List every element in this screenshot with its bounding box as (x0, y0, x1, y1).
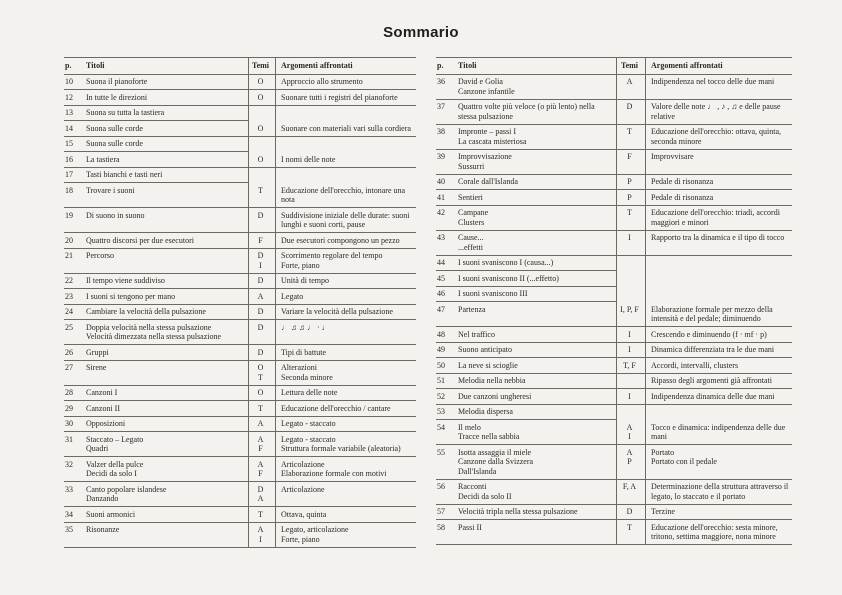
title-cell: Cambiare la velocità della pulsazione (86, 305, 248, 321)
page-number-cell: 13 (64, 106, 86, 122)
table-row (64, 249, 416, 274)
page-number-cell: 46 (436, 287, 458, 303)
title-cell: David e Golia Canzone infantile (458, 75, 616, 100)
table-header (436, 57, 792, 75)
theme-cell: O (248, 121, 276, 137)
page-number-cell: 33 (64, 482, 86, 507)
theme-cell (248, 106, 276, 122)
title-cell: Trovare i suoni (86, 183, 248, 208)
topic-cell (276, 168, 416, 184)
theme-cell: I, P, F (616, 302, 646, 327)
page-number-cell: 39 (436, 150, 458, 175)
toc-tables (0, 57, 842, 548)
topic-cell: Indipendenza nel tocco delle due mani (646, 75, 792, 100)
title-cell: Di suono in suono (86, 208, 248, 233)
theme-cell (248, 168, 276, 184)
page-number-cell: 28 (64, 386, 86, 402)
title-cell: Racconti Decidi da solo II (458, 480, 616, 505)
toc-table-left (64, 57, 416, 548)
theme-cell: O T (248, 361, 276, 386)
page-number-cell: 36 (436, 75, 458, 100)
title-cell: Passi II (458, 520, 616, 545)
page-number-cell: 52 (436, 389, 458, 405)
page-number-cell: 50 (436, 358, 458, 374)
table-row (64, 152, 416, 168)
page-number-cell: 35 (64, 523, 86, 548)
topic-cell: Variare la velocità della pulsazione (276, 305, 416, 321)
topic-cell: Educazione dell'orecchio: triadi, accordi maggiori e minori (646, 206, 792, 231)
table-row (64, 183, 416, 208)
table-row (64, 523, 416, 548)
table-row (436, 190, 792, 206)
topic-cell: Legato - staccato Struttura formale variabile (aleatoria) (276, 432, 416, 457)
theme-cell (616, 256, 646, 272)
theme-cell: T (248, 183, 276, 208)
table-row (436, 327, 792, 343)
theme-cell: P (616, 175, 646, 191)
page-number-cell: 41 (436, 190, 458, 206)
title-cell: Suona su tutta la tastiera (86, 106, 248, 122)
topic-cell: Improvvisare (646, 150, 792, 175)
page-number-cell: 29 (64, 401, 86, 417)
theme-cell (616, 271, 646, 287)
header-titles: Titoli (86, 57, 248, 75)
theme-cell: D A (248, 482, 276, 507)
topic-cell: Legato - staccato (276, 417, 416, 433)
theme-cell: A (616, 75, 646, 100)
topic-cell: Lettura delle note (276, 386, 416, 402)
page-number-cell: 48 (436, 327, 458, 343)
title-cell: Percorso (86, 249, 248, 274)
topic-cell (646, 405, 792, 421)
table-row (436, 75, 792, 100)
topic-cell: Rapporto tra la dinamica e il tipo di tocco (646, 231, 792, 256)
table-row (64, 482, 416, 507)
theme-cell: D (248, 208, 276, 233)
topic-cell: Suonare con materiali vari sulla cordiera (276, 121, 416, 137)
table-body (64, 75, 416, 548)
theme-cell (248, 137, 276, 153)
theme-cell: D (616, 505, 646, 521)
topic-cell: Indipendenza dinamica delle due mani (646, 389, 792, 405)
table-row (64, 208, 416, 233)
table-row (64, 386, 416, 402)
table-row (436, 287, 792, 303)
table-row (436, 231, 792, 256)
topic-cell: Determinazione della struttura attraverso il legato, lo staccato e il portato (646, 480, 792, 505)
page-number-cell: 25 (64, 320, 86, 345)
table-row (436, 480, 792, 505)
theme-cell: T, F (616, 358, 646, 374)
theme-cell: F (616, 150, 646, 175)
page-number-cell: 15 (64, 137, 86, 153)
table-row (436, 302, 792, 327)
table-row (64, 75, 416, 91)
topic-cell: Scorrimento regolare del tempo Forte, piano (276, 249, 416, 274)
title-cell: I suoni svaniscono II (...effetto) (458, 271, 616, 287)
theme-cell: A P (616, 445, 646, 480)
page-number-cell: 49 (436, 343, 458, 359)
topic-cell: Elaborazione formale per mezzo della intensità e del pedale; diminuendo (646, 302, 792, 327)
page-number-cell: 24 (64, 305, 86, 321)
table-row (64, 90, 416, 106)
header-page: p. (64, 57, 86, 75)
page-number-cell: 14 (64, 121, 86, 137)
table-row (64, 401, 416, 417)
page-number-cell: 12 (64, 90, 86, 106)
theme-cell: A I (616, 420, 646, 445)
topic-cell (646, 256, 792, 272)
topic-cell: Legato, articolazione Forte, piano (276, 523, 416, 548)
title-cell: Tasti bianchi e tasti neri (86, 168, 248, 184)
theme-cell: I (616, 343, 646, 359)
page-number-cell: 23 (64, 289, 86, 305)
page-number-cell: 54 (436, 420, 458, 445)
topic-cell: Alterazioni Seconda minore (276, 361, 416, 386)
theme-cell: T (616, 520, 646, 545)
theme-cell: D (248, 274, 276, 290)
title-cell: Doppia velocità nella stessa pulsazione Velocità dimezzata nella stessa pulsazione (86, 320, 248, 345)
page-number-cell: 37 (436, 100, 458, 125)
page-number-cell: 51 (436, 374, 458, 390)
page-number-cell: 43 (436, 231, 458, 256)
topic-cell (646, 287, 792, 303)
topic-cell (646, 271, 792, 287)
table-body (436, 75, 792, 546)
title-cell: La neve si scioglie (458, 358, 616, 374)
page-title: Sommario (383, 24, 459, 41)
table-row (64, 137, 416, 153)
theme-cell (616, 287, 646, 303)
table-row (436, 256, 792, 272)
table-row (436, 445, 792, 480)
topic-cell: Terzine (646, 505, 792, 521)
page-number-cell: 19 (64, 208, 86, 233)
title-cell: In tutte le direzioni (86, 90, 248, 106)
topic-cell: Tocco e dinamica: indipendenza delle due mani (646, 420, 792, 445)
table-row (64, 274, 416, 290)
title-cell: Suona sulle corde (86, 121, 248, 137)
theme-cell: T (616, 125, 646, 150)
page-number-cell: 16 (64, 152, 86, 168)
table-row (64, 289, 416, 305)
theme-cell: A F (248, 457, 276, 482)
table-row (64, 305, 416, 321)
title-cell: Suoni armonici (86, 507, 248, 523)
theme-cell: D I (248, 249, 276, 274)
page-number-cell: 34 (64, 507, 86, 523)
topic-cell: Approccio allo strumento (276, 75, 416, 91)
page-number-cell: 21 (64, 249, 86, 274)
table-header (64, 57, 416, 75)
table-row (64, 417, 416, 433)
topic-cell: Educazione dell'orecchio: ottava, quinta, seconda minore (646, 125, 792, 150)
table-row (436, 206, 792, 231)
title-cell: Quattro volte più veloce (o più lento) nella stessa pulsazione (458, 100, 616, 125)
title-cell: Il melo Tracce nella sabbia (458, 420, 616, 445)
page-number-cell: 20 (64, 233, 86, 249)
page-number-cell: 38 (436, 125, 458, 150)
theme-cell: A (248, 289, 276, 305)
title-cell: Due canzoni ungheresi (458, 389, 616, 405)
title-cell: Opposizioni (86, 417, 248, 433)
topic-cell: Accordi, intervalli, clusters (646, 358, 792, 374)
topic-cell (276, 106, 416, 122)
theme-cell: D (248, 345, 276, 361)
page-number-cell: 44 (436, 256, 458, 272)
topic-cell: I nomi delle note (276, 152, 416, 168)
page-number-cell: 55 (436, 445, 458, 480)
topic-cell: Crescendo e diminuendo (f · mf · p) (646, 327, 792, 343)
table-row (436, 125, 792, 150)
header-topics: Argomenti affrontati (646, 57, 792, 75)
theme-cell: O (248, 75, 276, 91)
title-cell: Suona sulle corde (86, 137, 248, 153)
header-themes: Temi (248, 57, 276, 75)
table-row (436, 150, 792, 175)
topic-cell: Ripasso degli argomenti già affrontati (646, 374, 792, 390)
table-row (436, 343, 792, 359)
title-cell: Sirene (86, 361, 248, 386)
title-cell: Suono anticipato (458, 343, 616, 359)
topic-cell: Ottava, quinta (276, 507, 416, 523)
table-row (436, 405, 792, 421)
header-themes: Temi (616, 57, 646, 75)
title-cell: Sentieri (458, 190, 616, 206)
page-number-cell: 18 (64, 183, 86, 208)
title-cell: Improvvisazione Sussurri (458, 150, 616, 175)
topic-cell: Suddivisione iniziale delle durate: suoni lunghi e suoni corti, pause (276, 208, 416, 233)
theme-cell: I (616, 389, 646, 405)
topic-cell: Tipi di battute (276, 345, 416, 361)
title-cell: Canto popolare islandese Danzando (86, 482, 248, 507)
table-row (64, 345, 416, 361)
table-row (64, 168, 416, 184)
page-number-cell: 32 (64, 457, 86, 482)
title-cell: Staccato – Legato Quadri (86, 432, 248, 457)
theme-cell: I (616, 231, 646, 256)
theme-cell: O (248, 90, 276, 106)
title-cell: Cause... ...effetti (458, 231, 616, 256)
table-row (436, 389, 792, 405)
theme-cell: I (616, 327, 646, 343)
topic-cell: Articolazione (276, 482, 416, 507)
table-row (436, 100, 792, 125)
table-row (64, 361, 416, 386)
title-cell: I suoni svaniscono III (458, 287, 616, 303)
table-row (64, 457, 416, 482)
page-number-cell: 57 (436, 505, 458, 521)
topic-cell: Pedale di risonanza (646, 175, 792, 191)
theme-cell: A F (248, 432, 276, 457)
header-titles: Titoli (458, 57, 616, 75)
title-cell: Canzoni II (86, 401, 248, 417)
page-number-cell: 53 (436, 405, 458, 421)
topic-cell: Dinamica differenziata tra le due mani (646, 343, 792, 359)
topic-cell: Articolazione Elaborazione formale con motivi (276, 457, 416, 482)
title-cell: Canzoni I (86, 386, 248, 402)
page-number-cell: 31 (64, 432, 86, 457)
table-row (436, 520, 792, 545)
table-row (436, 271, 792, 287)
page-number-cell: 40 (436, 175, 458, 191)
theme-cell (616, 374, 646, 390)
topic-cell: Portato Portato con il pedale (646, 445, 792, 480)
page-number-cell: 56 (436, 480, 458, 505)
topic-cell: Educazione dell'orecchio / cantare (276, 401, 416, 417)
title-cell: Valzer della pulce Decidi da solo I (86, 457, 248, 482)
toc-table-right (436, 57, 792, 545)
topic-cell: Valore delle note ♩ , ♪ , ♫ e delle pause relative (646, 100, 792, 125)
page-number-cell: 22 (64, 274, 86, 290)
theme-cell: A (248, 417, 276, 433)
table-row (64, 233, 416, 249)
title-cell: Nel traffico (458, 327, 616, 343)
topic-cell: Legato (276, 289, 416, 305)
theme-cell: O (248, 152, 276, 168)
theme-cell: P (616, 190, 646, 206)
title-cell: Campane Clusters (458, 206, 616, 231)
title-cell: Corale dall'Islanda (458, 175, 616, 191)
title-cell: Partenza (458, 302, 616, 327)
title-cell: I suoni svaniscono I (causa...) (458, 256, 616, 272)
theme-cell (616, 405, 646, 421)
topic-cell: Educazione dell'orecchio, intonare una nota (276, 183, 416, 208)
title-cell: Gruppi (86, 345, 248, 361)
title-cell: Melodia dispersa (458, 405, 616, 421)
title-cell: Melodia nella nebbia (458, 374, 616, 390)
theme-cell: F (248, 233, 276, 249)
title-cell: Isotta assaggia il miele Canzone dalla Svizzera Dall'Islanda (458, 445, 616, 480)
title-cell: Velocità tripla nella stessa pulsazione (458, 505, 616, 521)
table-row (64, 106, 416, 122)
table-row (436, 175, 792, 191)
title-cell: Suona il pianoforte (86, 75, 248, 91)
topic-cell (276, 137, 416, 153)
table-row (436, 374, 792, 390)
page-number-cell: 17 (64, 168, 86, 184)
page-number-cell: 27 (64, 361, 86, 386)
theme-cell: T (248, 507, 276, 523)
title-cell: Quattro discorsi per due esecutori (86, 233, 248, 249)
header-page: p. (436, 57, 458, 75)
title-cell: Risonanze (86, 523, 248, 548)
page-number-cell: 45 (436, 271, 458, 287)
topic-cell: Due esecutori compongono un pezzo (276, 233, 416, 249)
theme-cell: T (616, 206, 646, 231)
page-number-cell: 10 (64, 75, 86, 91)
table-row (436, 420, 792, 445)
theme-cell: D (248, 305, 276, 321)
header-topics: Argomenti affrontati (276, 57, 416, 75)
theme-cell: D (248, 320, 276, 345)
topic-cell: Pedale di risonanza (646, 190, 792, 206)
theme-cell: A I (248, 523, 276, 548)
theme-cell: D (616, 100, 646, 125)
table-row (64, 432, 416, 457)
page-number-cell: 47 (436, 302, 458, 327)
topic-cell: ♩ ♫ ♫ ♩ · ♩ (276, 320, 416, 345)
theme-cell: O (248, 386, 276, 402)
page-number-cell: 42 (436, 206, 458, 231)
table-row (436, 358, 792, 374)
table-row (64, 507, 416, 523)
title-cell: La tastiera (86, 152, 248, 168)
page-number-cell: 26 (64, 345, 86, 361)
topic-cell: Unità di tempo (276, 274, 416, 290)
theme-cell: F, A (616, 480, 646, 505)
table-row (64, 320, 416, 345)
title-cell: I suoni si tengono per mano (86, 289, 248, 305)
title-cell: Impronte – passi I La cascata misteriosa (458, 125, 616, 150)
table-row (64, 121, 416, 137)
title-cell: Il tempo viene suddiviso (86, 274, 248, 290)
theme-cell: T (248, 401, 276, 417)
topic-cell: Educazione dell'orecchio: sesta minore, tritono, settima maggiore, nona minore (646, 520, 792, 545)
page-number-cell: 58 (436, 520, 458, 545)
table-row (436, 505, 792, 521)
topic-cell: Suonare tutti i registri del pianoforte (276, 90, 416, 106)
page-number-cell: 30 (64, 417, 86, 433)
